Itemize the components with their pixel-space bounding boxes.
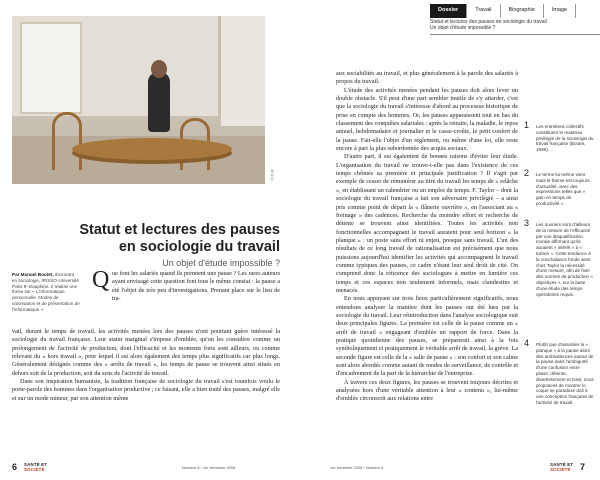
note-text: Les entretiens collectifs constituent le matériau privilégié de la sociologie du travail française (Boutet, 1995). [536,124,594,153]
drop-cap: Q [92,267,110,293]
logo-line2: SOCIÉTÉ [24,466,45,472]
photo-credit: © D.R. [269,168,275,181]
issue-info: 1er trimestre 2008 / Numéro 6 [330,465,384,470]
left-body-column [12,328,280,403]
running-header-line1: Statut et lectures des pauses en sociologie du travail [430,19,547,25]
photo-window [20,22,82,114]
margin-note-4 [524,338,594,406]
note-number: 1 [524,120,530,130]
tab-dossier[interactable]: Dossier [430,4,467,18]
logo-line1: SANTÉ ET [550,462,574,467]
photo-chair-left [52,112,82,170]
note-text: Le terme lui-même vient mais le thème est toujours d'actualité, avec des expressions telles que « gain en temps de productivité ». [536,172,590,206]
running-header [430,19,600,35]
intro-paragraph [112,270,280,303]
margin-note-3 [524,218,594,297]
paragraph: À travers ces deux figures, les pauses se trouvent toujours décrites et analysées hors d'une véritable attention à leur « contenu », lui-même d'emblée circonscrit aux relations entre [336,378,518,403]
tab-travail[interactable]: Travail [467,4,500,18]
note-number: 4 [524,338,530,348]
photo-window-right [218,16,265,126]
author-name: Par Manuel Boutet, [12,272,54,277]
paragraph: Dans son inspiration humaniste, la tradition française de sociologie du travail s'est toutefois voulu le porte-parole des hommes dans l'organisation productive ; ce faisant, elle a bien traité des pauses, malgré elle et sur un mode mineur, par son attention même [12,378,281,402]
journal-logo [550,463,573,473]
article-title-line2: en sociologie du travail [118,239,280,255]
section-tabs [430,4,600,18]
note-text: Les ouvriers sont d'ailleurs de la mesure de l'efficacité par une disqualification morale affirmant qu'ils auraient « intérêt » à « traîner ». Cette tendance à la nonchalance fonde ainsi chez Taylor la nécessité d'une mesure, afin de fixer des normes de production « objectives », sur la base d'une étude des temps opératoires requis. [536,222,593,297]
intro-text: ue font les salariés quand ils prennent une pause ? Les rares auteurs ayant envisagé cette question font tous le même constat : la pause a été l'objet de très peu d'investigations. Prenant place sur le lieu de tra- [112,270,280,303]
left-footer [12,462,288,474]
author-description: doctorant en sociologie, IRISSO-Université Paris 9–Dauphine. Il réalise une thèse sur « L'informatique personnelle. Modes de valorisation et de présentation de l'informatique ». [12,272,80,312]
note-number: 2 [524,168,530,178]
photo-person [148,72,170,132]
issue-info: Numéro 6 / 1er trimestre 2008 [182,465,236,470]
article-subtitle: Un objet d'étude impossible ? [162,258,280,268]
logo-line2: SOCIÉTÉ [550,466,571,472]
photo-table [72,138,232,160]
right-body-column [336,70,518,404]
paragraph: L'étude des activités menées pendant les pauses doit alors lever un double obstacle. S'il peut d'une part sembler inutile de s'y attarder, c'est que la sociologie du travail s'intéresse d'abord au processus historique de prise en compte des hommes. Or, les pauses apparaissent tout en bas du classement des conquêtes salariales : après la retraite, la maladie, le repos annuel, hebdomadaire et journalier et le casse-croûte, le petit confort de la pause. Fait-elle l'objet d'un règlement, ou même d'une loi, elle reste encore à part la plus subordonnée des acquis sociaux. [336,86,518,153]
logo-line1: SANTÉ ET [24,462,48,467]
note-number: 3 [524,218,530,228]
paragraph: D'autre part, il est également de bonnes raisons d'éviter leur étude. L'organisation du travail ne trouve-t-elle pas dans l'existence de ces temps chômés sa première et principale justification ? Il s'agit par exemple de cesser de rémunérer au titre du travail les temps de « relâche », en établissant un calendrier ou un emploi du temps. F. Taylor – dont la sociologie du travail française a fait son adversaire privilégié – a ainsi pris comme point de départ la « flânerie ouvrière », en l'associant au « freinage » des cadences. Recherche du moindre effort et recherche de détente se trouvent ainsi identifiées. Toutes les activités non fonctionnelles accompagnant le travail auraient pour seul horizon « la planque » : un poste sans effort ni enjeu, presque sans travail. L'un des résultats de ce long travail de rationalisation est précisément que nous puissions aujourd'hui identifier les activités qui accompagnent le travail comme typiques des pauses, ce cadre n'étant leur seul droit de cité. On comprend donc la réticence des sociologues à mettre en lumière ces temps et ces espaces non seulement informels, mais clandestins et menacés. [336,153,518,294]
article-photo [12,16,265,184]
note-text: Plutôt que d'assimiler la « planque » à la pause alors des ambivalences autour de la pause dans l'ambiguïté d'une confusion entre plaisir, détente, divertissement et loisir, nous proposons de montrer lo coque se paradoxe doit à une conception française de l'activité de travail. [536,342,594,405]
tab-biographie[interactable]: Biographie [501,4,544,18]
article-title-line1: Statut et lectures des pauses [79,222,280,238]
paragraph: En nous appuyant sur trois lieux particulièrement significatifs, nous entendons analyser la manière dont les pauses ont été lues par la sociologie du travail. Leur réintroduction dans l'analyse sociologique suit deux principales figures. La première est celle de la pause comme un « arrêt de travail » engageant d'emblée un rapport de force. Dans la pratique quotidienne des pauses, se préparerait ainsi à la fois symboliquement et pratiquement le véritable arrêt de travail, la grève. La seconde figure est celle de la « salle de pause » : son confort et son calme sont alors abordés comme autant de modes de surveillance, de contrôle et d'encadrement de la part de la hiérarchie de l'entreprise. [336,295,518,378]
right-footer [300,462,590,474]
paragraph: aux sociabilités au travail, et plus généralement à la parole des salariés à propos du travail. [336,70,518,86]
article-title [60,222,280,256]
running-header-line2: Un objet d'étude impossible ? [430,25,496,32]
page-number: 6 [12,462,18,472]
tab-image[interactable]: Image [544,4,576,18]
paragraph: vail, durant le temps de travail, les activités menées lors des pauses n'ont pourtant guère intéressé la sociologie du travail française. Leur statut marginal s'impose d'emblée, qu'on les considère comme un prolongement de l'activité de production, dont l'efficacité et les moments forts sont ailleurs, ou comme relevant du « hors travail », pour lequel il est alors également des temps plus significatifs car plus longs. Généralement désignés comme des « arrêts de travail », les temps de pause se trouvent ainsi situés en dehors soit de la production, soit du sens de l'activité de travail. [12,328,280,377]
right-page [300,0,600,480]
page-number: 7 [580,462,586,472]
margin-note-1 [524,120,594,153]
journal-logo [24,463,47,473]
margin-note-2 [524,168,594,207]
author-note [12,272,80,313]
photo-person-head [151,60,167,78]
